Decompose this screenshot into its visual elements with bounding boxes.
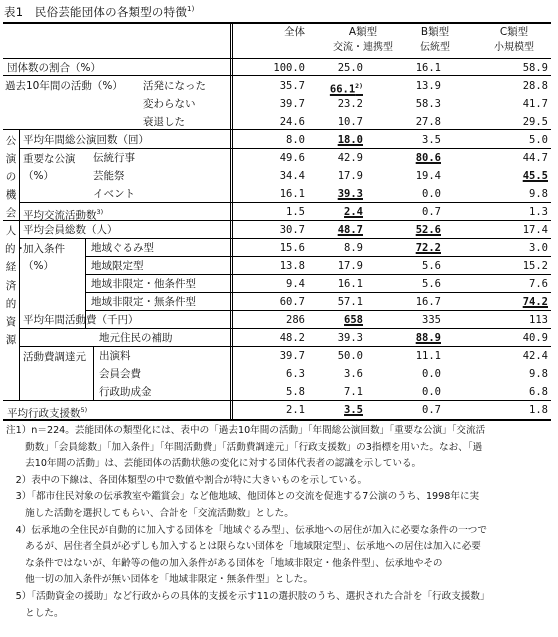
- row-label: 平均行政支援数$^{5)}$: [7, 406, 88, 420]
- note-line: 4）伝承地の全住民が自動的に加入する団体を「地域ぐるみ型」、伝承地への居住が加入に必要な条件の一つで: [6, 524, 487, 536]
- value-cell: 0.0: [422, 368, 441, 380]
- side-label-performances: 公演の機会: [5, 135, 17, 219]
- side-label-resources: 人的・経済的資源: [5, 225, 26, 347]
- header-rule: [3, 58, 551, 59]
- value-cell: 10.7: [337, 116, 363, 128]
- value-cell: 88.9: [415, 332, 441, 344]
- row-label: 伝統行事: [93, 152, 135, 164]
- note-line: とした。: [6, 607, 64, 619]
- value-cell: 16.7: [415, 296, 441, 308]
- value-cell: 40.9: [522, 332, 548, 344]
- value-cell: 34.4: [279, 170, 305, 182]
- value-cell: 41.7: [522, 98, 548, 110]
- value-cell: 19.4: [415, 170, 441, 182]
- rule-after-cost: [19, 346, 551, 347]
- value-cell: 0.7: [422, 404, 441, 416]
- row-label: 地域ぐるみ型: [91, 242, 154, 254]
- rule-after-conditions: [19, 328, 551, 329]
- footnotes: [6, 423, 552, 622]
- value-cell: 28.8: [522, 80, 548, 92]
- characteristics-table: [3, 22, 551, 420]
- row-label: 平均年間活動費（千円）: [23, 314, 139, 326]
- value-cell: 15.2: [522, 260, 548, 272]
- value-cell: 30.7: [279, 224, 305, 236]
- value-cell: 5.6: [422, 278, 441, 290]
- rule-after-members: [19, 238, 551, 239]
- value-cell: 72.2: [415, 242, 441, 254]
- value-cell: 1.8: [529, 404, 548, 416]
- label-value-divider: [230, 22, 233, 420]
- funding-col-rule: [93, 346, 94, 400]
- value-cell: 17.9: [337, 260, 363, 272]
- header-all: 全体: [284, 26, 305, 38]
- value-cell: 49.6: [279, 152, 305, 164]
- note-line: な条件ではないが、年齢等の他の加入条件がある団体を「地域非限定・他条件型」、伝承地やその: [6, 557, 443, 569]
- value-cell: 6.3: [286, 368, 305, 380]
- value-cell: 3.5: [422, 134, 441, 146]
- value-cell: 5.8: [286, 386, 305, 398]
- value-cell: 100.0: [273, 62, 305, 74]
- value-cell: 658: [344, 314, 363, 326]
- header-a-bottom: 交流・連携型: [333, 42, 393, 53]
- value-cell: 0.7: [422, 206, 441, 218]
- note-line: 動数」「会員総数」「加入条件」「年間活動費」「活動費調達元」「行政支援数」の3指標を用いた。なお、「過: [6, 441, 483, 453]
- value-cell: 9.8: [529, 188, 548, 200]
- table-title: [4, 4, 195, 20]
- rule-after-funding: [3, 400, 551, 401]
- row-label: 変わらない: [143, 98, 196, 110]
- value-cell: 57.1: [337, 296, 363, 308]
- header-b-top: B類型: [420, 26, 450, 38]
- sub-rule-1: [85, 256, 551, 257]
- note-line: 他一切の加入条件が無い団体を「地域非限定・無条件型」とした。: [6, 574, 313, 586]
- value-cell: 48.2: [279, 332, 305, 344]
- note-line: 3）「都市住民対象の伝承教室や鑑賞会」など他地域、他団体との交流を促進する7公演のうち、1998年に実: [6, 491, 480, 503]
- table-top-rule: [3, 22, 551, 24]
- header-b-bottom: 伝統型: [420, 42, 450, 53]
- value-cell: 44.7: [522, 152, 548, 164]
- value-cell: 8.9: [344, 242, 363, 254]
- rule-after-performances: [19, 148, 551, 149]
- value-cell: 42.9: [337, 152, 363, 164]
- row-label: イベント: [93, 188, 135, 200]
- sub-rule-2: [85, 274, 551, 275]
- value-cell: 29.5: [522, 116, 548, 128]
- note-line: 5）「活動資金の援助」など行政からの具体的支援を示す11の選択肢のうち、選択された合計を「行政支援数」: [6, 590, 490, 602]
- value-cell: 74.2: [522, 296, 548, 308]
- row-label: 地域限定型: [91, 260, 144, 272]
- rule-after-important: [19, 202, 551, 203]
- footnote-mark: 3): [96, 208, 104, 216]
- value-cell: 39.7: [279, 350, 305, 362]
- row-label: 地元住民の補助: [99, 332, 173, 344]
- side-column-rule: [19, 129, 20, 400]
- value-cell: 3.0: [529, 242, 548, 254]
- value-cell: 2.4: [344, 206, 363, 218]
- value-cell: 2.1: [286, 404, 305, 416]
- value-cell: 15.6: [279, 242, 305, 254]
- note-line: 去10年間の活動」は、芸能団体の活動状態の変化に対する団体代表者の認識を示している。: [6, 458, 422, 470]
- row-label: 出演料: [99, 350, 131, 362]
- footnote-mark: 2): [355, 82, 363, 90]
- row-label: 平均交流活動数$^{3)}$: [23, 208, 104, 222]
- value-cell: 39.3: [337, 188, 363, 200]
- note-line: 注1）n＝224。芸能団体の類型化には、表中の「過去10年間の活動」「年間総公演回数」「重要な公演」「交流活: [6, 425, 486, 436]
- value-cell: 42.4: [522, 350, 548, 362]
- row-label: 地域非限定・他条件型: [91, 278, 196, 290]
- value-cell: 60.7: [279, 296, 305, 308]
- title-footnote-mark: 1): [187, 5, 195, 14]
- value-cell: 11.1: [415, 350, 441, 362]
- value-cell: 48.7: [337, 224, 363, 236]
- group-conditions: 加入条件（%）: [23, 243, 65, 272]
- value-cell: 5.0: [529, 134, 548, 146]
- value-cell: 6.8: [529, 386, 548, 398]
- row-label: 会員会費: [99, 368, 141, 380]
- value-cell: 66.1$^{2)}$: [329, 82, 363, 96]
- value-cell: 80.6: [415, 152, 441, 164]
- value-cell: 13.8: [279, 260, 305, 272]
- value-cell: 7.6: [529, 278, 548, 290]
- header-c-top: C類型: [499, 26, 529, 38]
- value-cell: 16.1: [337, 278, 363, 290]
- value-cell: 52.6: [415, 224, 441, 236]
- note-line: 施した活動を選択してもらい、合計を「交流活動数」とした。: [6, 507, 294, 519]
- value-cell: 5.6: [422, 260, 441, 272]
- sub-rule-4: [85, 310, 551, 311]
- value-cell: 35.7: [279, 80, 305, 92]
- value-cell: 17.9: [337, 170, 363, 182]
- rule-after-share: [3, 75, 551, 76]
- group-past10: 過去10年間の活動（%）: [5, 80, 123, 92]
- value-cell: 23.2: [337, 98, 363, 110]
- row-label: 芸能祭: [93, 170, 125, 182]
- value-cell: 45.5: [522, 170, 548, 182]
- value-cell: 27.8: [415, 116, 441, 128]
- value-cell: 0.0: [422, 386, 441, 398]
- group-important: 重要な公演（%）: [23, 153, 76, 182]
- row-label: 平均会員総数（人）: [23, 224, 118, 236]
- value-cell: 39.3: [337, 332, 363, 344]
- row-label: 活発になった: [143, 80, 206, 92]
- value-cell: 1.5: [286, 206, 305, 218]
- value-cell: 9.8: [529, 368, 548, 380]
- note-line: あるが、居住者全員が必ずしも加入するとは限らない団体を「地域限定型」、伝承地への居住は加入に必要: [6, 541, 481, 553]
- header-a-top: A類型: [348, 26, 378, 38]
- row-label: 団体数の割合（%）: [7, 62, 101, 74]
- row-label: 衰退した: [143, 116, 185, 128]
- row-label: 平均年間総公演回数（回）: [23, 134, 149, 146]
- sub-rule-3: [85, 292, 551, 293]
- value-cell: 3.5: [344, 404, 363, 416]
- value-cell: 8.0: [286, 134, 305, 146]
- value-cell: 24.6: [279, 116, 305, 128]
- value-cell: 286: [286, 314, 305, 326]
- note-line: 2）表中の下線は、各団体類型の中で数値や割合が特に大きいものを示している。: [6, 474, 368, 486]
- value-cell: 1.3: [529, 206, 548, 218]
- value-cell: 16.1: [279, 188, 305, 200]
- value-cell: 58.3: [415, 98, 441, 110]
- value-cell: 13.9: [415, 80, 441, 92]
- value-cell: 3.6: [344, 368, 363, 380]
- value-cell: 16.1: [415, 62, 441, 74]
- value-cell: 25.0: [337, 62, 363, 74]
- value-cell: 113: [529, 314, 548, 326]
- value-cell: 39.7: [279, 98, 305, 110]
- row-label: 行政助成金: [99, 386, 152, 398]
- row-label: 地域非限定・無条件型: [91, 296, 196, 308]
- footnote-mark: 5): [80, 406, 88, 414]
- value-cell: 9.4: [286, 278, 305, 290]
- value-cell: 335: [422, 314, 441, 326]
- title-text: 表1 民俗芸能団体の各類型の特徴: [4, 5, 188, 19]
- value-cell: 7.1: [344, 386, 363, 398]
- rule-after-past10: [3, 129, 551, 130]
- header-c-bottom: 小規模型: [494, 42, 534, 53]
- value-cell: 18.0: [337, 134, 363, 146]
- value-cell: 58.9: [522, 62, 548, 74]
- value-cell: 50.0: [337, 350, 363, 362]
- group-funding: 活動費調達元: [23, 351, 86, 363]
- value-cell: 17.4: [522, 224, 548, 236]
- value-cell: 0.0: [422, 188, 441, 200]
